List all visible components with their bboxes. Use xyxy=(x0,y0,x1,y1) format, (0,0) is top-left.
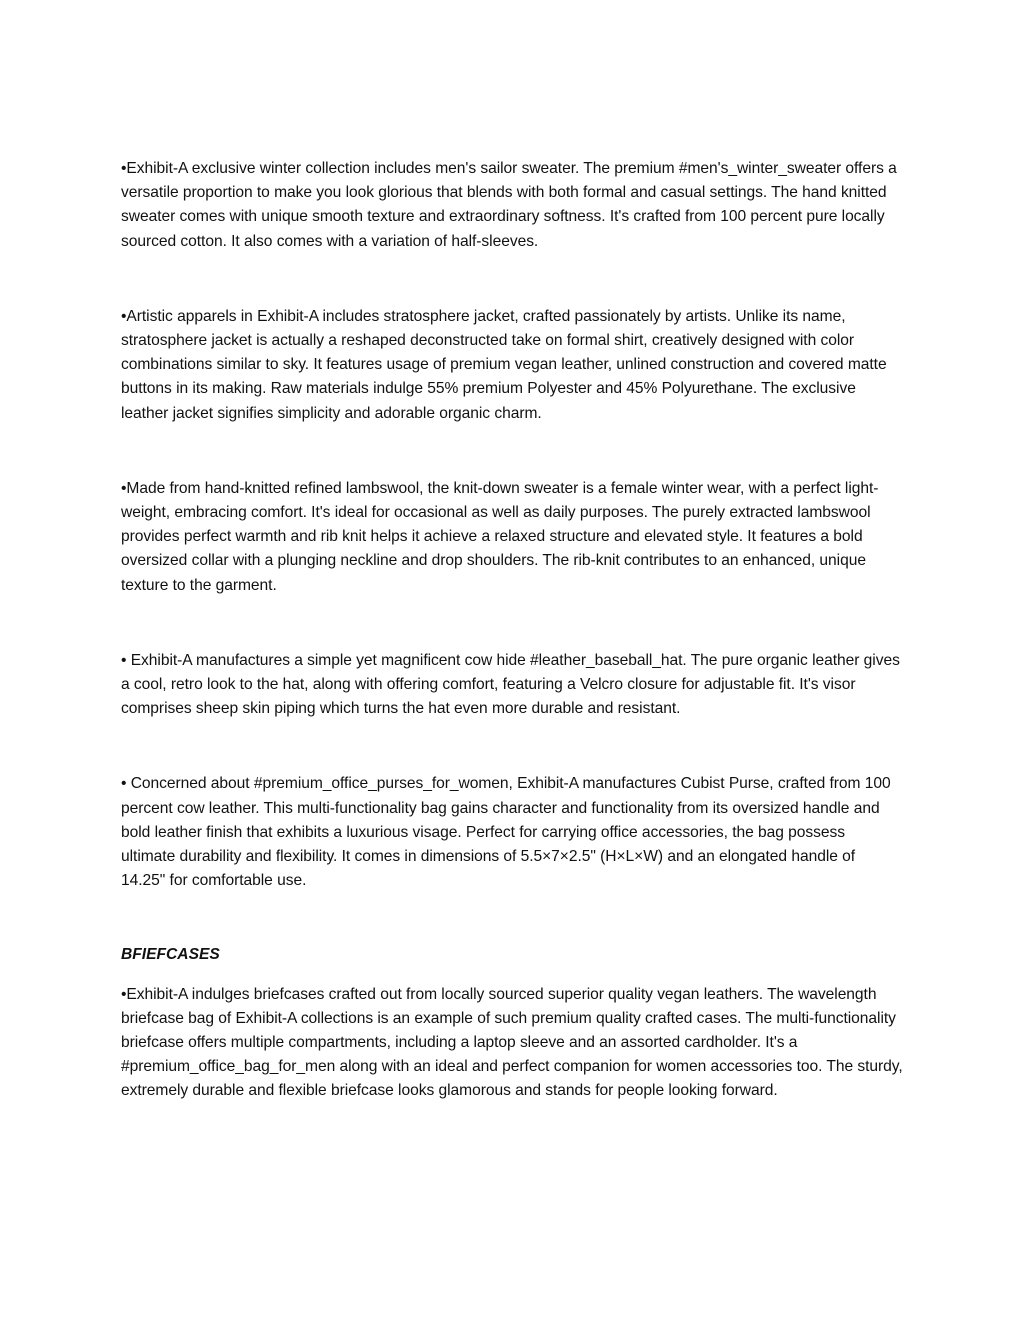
section-heading-briefcases: BFIEFCASES xyxy=(121,946,220,964)
document-body xyxy=(121,157,903,1104)
paragraph-knit-down-sweater: •Made from hand-knitted refined lambswool, the knit-down sweater is a female winter wear, with a perfect light-weight, embracing comfort. It's ideal for occasional as well as daily purposes. The purely extracted lambswool provides perfect warmth and rib knit helps it achieve a relaxed structure and elevated style. It features a bold oversized collar with a plunging neckline and drop shoulders. The rib-knit contributes to an enhanced, unique texture to the garment. xyxy=(121,479,879,594)
spacer xyxy=(121,426,903,477)
spacer xyxy=(121,968,903,983)
paragraph-briefcases: •Exhibit-A indulges briefcases crafted out from locally sourced superior quality vegan leathers. The wavelength briefcase bag of Exhibit-A collections is an example of such premium quality crafted cases. The multi-functionality briefcase offers multiple compartments, including a laptop sleeve and an assorted cardholder. It's a #premium_office_bag_for_men along with an ideal and perfect companion for women accessories too. The sturdy, extremely durable and flexible briefcase looks glamorous and stands for people looking forward. xyxy=(121,985,903,1100)
paragraph-cubist-purse: • Concerned about #premium_office_purses_for_women, Exhibit-A manufactures Cubist Purse, crafted from 100 percent cow leather. This multi-functionality bag gains character and functionality from its oversized handle and bold leather finish that exhibits a luxurious visage. Perfect for carrying office accessories, the bag possess ultimate durability and flexibility. It comes in dimensions of 5.5×7×2.5" (H×L×W) and an elongated handle of 14.25" for comfortable use. xyxy=(121,775,891,890)
spacer xyxy=(121,893,903,943)
paragraph-leather-baseball-hat: • Exhibit-A manufactures a simple yet magnificent cow hide #leather_baseball_hat. The pure organic leather gives a cool, retro look to the hat, along with offering comfort, featuring a Velcro closure for adjustable fit. It's visor comprises sheep skin piping which turns the hat even more durable and resistant. xyxy=(121,651,900,718)
spacer xyxy=(121,598,903,649)
spacer xyxy=(121,721,903,772)
paragraph-stratosphere-jacket: •Artistic apparels in Exhibit-A includes stratosphere jacket, crafted passionately by artists. Unlike its name, stratosphere jacket is actually a reshaped deconstructed take on formal shirt, creatively designed with color combinations similar to sky. It features usage of premium vegan leather, unlined construction and covered matte buttons in its making. Raw materials indulge 55% premium Polyester and 45% Polyurethane. The exclusive leather jacket signifies simplicity and adorable organic charm. xyxy=(121,307,887,422)
spacer xyxy=(121,254,903,305)
paragraph-winter-sweater: •Exhibit-A exclusive winter collection includes men's sailor sweater. The premium #men's_winter_sweater offers a versatile proportion to make you look glorious that blends with both formal and casual settings. The hand knitted sweater comes with unique smooth texture and extraordinary softness. It's crafted from 100 percent pure locally sourced cotton. It also comes with a variation of half-sleeves. xyxy=(121,160,897,250)
